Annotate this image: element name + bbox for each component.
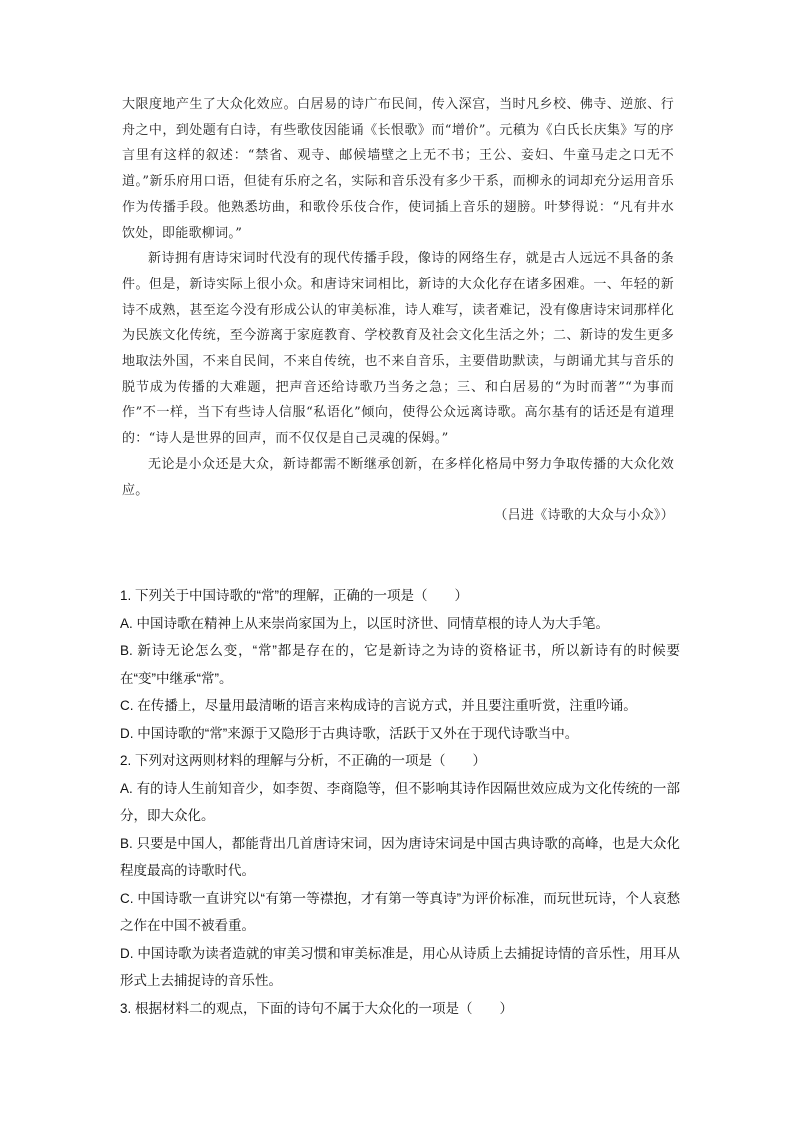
question-3-stem: 3. 根据材料二的观点，下面的诗句不属于大众化的一项是（ ） bbox=[120, 1000, 514, 1016]
question-1-option-a: A. 中国诗歌在精神上从来崇尚家国为上，以匡时济世、同情草根的诗人为大手笔。 bbox=[120, 615, 610, 631]
question-2-option-d: D. 中国诗歌为读者造就的审美习惯和审美标准是，用心从诗质上去捕捉诗情的音乐性，用耳从形式上去捕捉诗的音乐性。 bbox=[120, 945, 680, 988]
reading-passage bbox=[122, 92, 674, 529]
passage-paragraph-1: 大限度地产生了大众化效应。白居易的诗广布民间，传入深宫，当时凡乡校、佛寺、逆旅、行舟之中，到处题有白诗，有些歌伎因能诵《长恨歌》而“增价”。元稹为《白氏长庆集》写的序言里有这样的叙述：“禁省、观寺、邮候墙壁之上无不书；王公、妾妇、牛童马走之口无不道。”新乐府用口语，但徒有乐府之名，实际和音乐没有多少干系，而柳永的词却充分运用音乐作为传播手段。他熟悉坊曲，和歌伶乐伎合作，使词插上音乐的翅膀。叶梦得说：“凡有井水饮处，即能歌柳词。” bbox=[122, 97, 674, 241]
question-2-option-c: C. 中国诗歌一直讲究以“有第一等襟抱，才有第一等真诗”为评价标准，而玩世玩诗，个人哀愁之作在中国不被看重。 bbox=[120, 890, 680, 933]
question-list bbox=[120, 582, 680, 1022]
question-1-stem: 1. 下列关于中国诗歌的“常”的理解，正确的一项是（ ） bbox=[120, 588, 468, 603]
passage-source: （吕进《诗歌的大众与小众》） bbox=[494, 508, 674, 524]
question-1-option-d: D. 中国诗歌的“常”来源于又隐形于古典诗歌，活跃于又外在于现代诗歌当中。 bbox=[120, 725, 579, 741]
question-1-option-c: C. 在传播上，尽量用最清晰的语言来构成诗的言说方式，并且要注重听赏，注重吟诵。 bbox=[120, 698, 637, 713]
passage-paragraph-2: 新诗拥有唐诗宋词时代没有的现代传播手段，像诗的网络生存，就是古人远远不具备的条件。但是，新诗实际上很小众。和唐诗宋词相比，新诗的大众化存在诸多困难。一、年轻的新诗不成熟，甚至迄今没有形成公认的审美标准，诗人难写，读者难记，没有像唐诗宋词那样化为民族文化传统，至今游离于家庭教育、学校教育及社会文化生活之外；二、新诗的发生更多地取法外国，不来自民间，不来自传统，也不来自音乐，主要借助默读，与朗诵尤其与音乐的脱节成为传播的大难题，把声音还给诗歌乃当务之急；三、和白居易的“为时而著”“为事而作”不一样，当下有些诗人信服“私语化”倾向，使得公众远离诗歌。高尔基有的话还是有道理的：“诗人是世界的回声，而不仅仅是自己灵魂的保姆。” bbox=[122, 251, 674, 447]
question-2-option-a: A. 有的诗人生前知音少，如李贺、李商隐等，但不影响其诗作因隔世效应成为文化传统的一部分，即大众化。 bbox=[120, 780, 680, 823]
question-1-option-b: B. 新诗无论怎么变，“常”都是存在的，它是新诗之为诗的资格证书，所以新诗有的时候要在“变”中继承“常”。 bbox=[120, 643, 680, 686]
passage-paragraph-3: 无论是小众还是大众，新诗都需不断继承创新，在多样化格局中努力争取传播的大众化效应。 bbox=[122, 456, 674, 498]
question-2-option-b: B. 只要是中国人，都能背出几首唐诗宋词，因为唐诗宋词是中国古典诗歌的高峰，也是大众化程度最高的诗歌时代。 bbox=[120, 835, 680, 878]
question-2-stem: 2. 下列对这两则材料的理解与分析，不正确的一项是（ ） bbox=[120, 753, 487, 768]
